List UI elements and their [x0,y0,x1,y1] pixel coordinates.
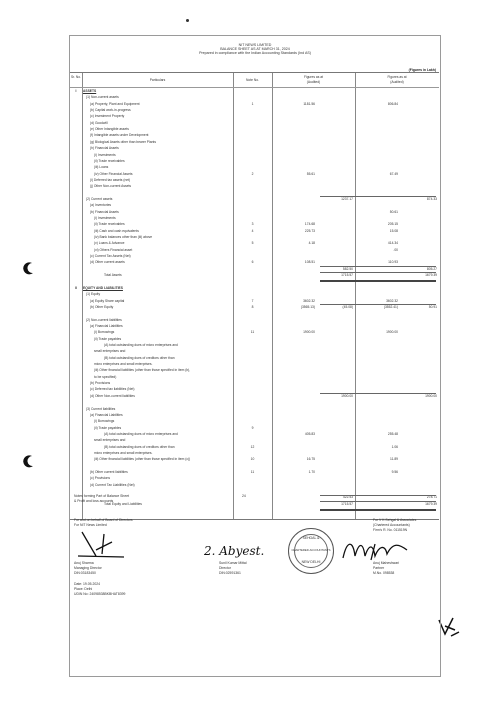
doc-header [70,43,440,56]
col-previous: Figures as at [387,75,407,79]
total-rule [320,495,436,496]
auditor-type: (Chartered Accountants) [373,523,410,527]
notes-number: 24 [242,494,246,498]
row-particulars: (ii) Trade payables [94,336,122,341]
row-particulars: EQUITY AND LIABILITIES [83,285,123,290]
row-current-inner: 1.70 [308,470,315,474]
row-note: 12 [250,444,255,449]
sheet-subtitle: Prepared in compliance with the Indian Accounting Standards (Ind AS) [199,51,311,56]
row-current-inner: 3602.32 [303,298,315,303]
stamp-bottom-text: NEW DELHI [301,560,321,564]
board-label: For and on behalf of Board of Directors [74,518,133,522]
row-particulars: (a) Property, Plant and Equipment [90,101,140,106]
row-particulars: (e) Other Intangible assets [90,127,129,132]
row-particulars: (d) Other Non-current liabilities [90,393,135,398]
row-current-inner: 405.83 [304,431,315,436]
auditor-firm: For V K Sehgal & Associates [373,518,417,522]
row-particulars: (i) Investments [94,216,116,220]
partner-name: Anuj Maheshwari [373,561,400,565]
balance-sheet-table [70,72,439,520]
row-current-inner: (3565.13) [300,304,315,309]
row-previous-value: 1900.00 [386,330,398,335]
row-note: 7 [251,298,254,303]
row-current-inner: 174.68 [304,222,315,227]
stamp-top-text: SEHGAL & [302,536,320,540]
sheet-title: BALANCE SHEET AS AT MARCH 31, 2024 [220,47,290,52]
row-previous-value: 806.84 [387,101,398,106]
row-note: 10 [250,457,255,462]
row-particulars: (i) Investments [94,152,116,157]
row-previous-inner: 255.48 [387,431,398,436]
row-previous-inner: 3602.32 [386,298,398,303]
row-particulars: (i) Borrowings [94,419,115,424]
col-current: Figures as at [303,75,324,79]
row-particulars: (iv) Other Financial Assets [94,171,133,176]
director1-role: Managing Director [74,566,102,570]
row-particulars: (B) total outstanding dues of creditors other than [104,355,175,360]
row-sr: I [75,89,77,93]
row-particulars: (2) Non-current liabilities [86,317,122,322]
total-rule [320,196,436,197]
row-particulars: (b) Other Equity [90,304,114,309]
row-previous-inner: 9.56 [391,470,398,474]
row-previous-inner: .00 [393,247,398,252]
col-sr: Sr. No. [70,75,82,79]
director2-name: Sunil Kumar Mittal [219,561,247,565]
policy-line: & Profit and loss accounts [74,499,114,503]
director2-role: Director [219,566,231,570]
row-particulars: (c) Deferred tax liabilities (Net) [90,387,135,392]
row-previous-value: 67.49 [389,171,398,176]
row-particulars: (3) Current liabilities [86,406,116,411]
row-particulars: (iii) Cash and cash equivalents [94,228,139,233]
row-particulars: (i) Deferred tax assets (net) [90,177,131,182]
row-particulars: (c) Current Tax Assets (Net) [90,254,131,259]
row-previous-total: 1679.39 [425,273,437,278]
row-particulars: (a) Financial Liabilities [90,412,123,417]
row-current-inner: 108.51 [304,260,315,265]
col-divider [355,73,356,519]
row-particulars: (j) Other Non-current Assets [90,184,132,189]
row-current-inner: 16.75 [306,457,315,462]
row-sr: II [75,285,77,290]
firm-reg-no: Firm's R. No. 011519N [373,528,408,532]
director1-din: DIN:03183450 [74,571,96,575]
row-current-total: 582.50 [342,266,353,271]
row-particulars: (c) Provisions [90,476,110,481]
row-previous-inner: 414.34 [387,241,398,246]
director2-din: DIN:02591361 [219,571,241,575]
row-previous-inner: 1.06 [391,444,398,449]
udin-number: UDIN No: 24098538BKBHAT8399 [74,592,126,596]
row-particulars: (ii) Trade receivables [94,222,125,227]
row-previous-total: 805.27 [426,266,437,271]
row-particulars: (d) Other current assets [90,260,125,265]
row-note: 9 [251,425,254,430]
col-current-sub: (Audited) [306,80,321,84]
row-particulars: (b) Capital work-in-progress [90,108,131,113]
row-note: 8 [251,304,254,309]
row-note: 11 [250,330,255,335]
row-particulars: (a) Inventories [90,203,112,208]
row-particulars: ASSETS [83,89,97,93]
total-rule [320,272,436,282]
row-particulars: (b) Financial Assets [90,209,119,214]
row-particulars: (c) Investment Property [90,114,125,119]
total-rule [320,304,436,305]
auditor-stamp [288,528,334,574]
col-previous-sub: (Audited) [390,80,404,84]
row-current-total: 1900.00 [341,393,353,398]
total-rule [320,393,436,394]
total-rule [320,501,436,511]
row-particulars: (a) Equity Share capital [90,298,125,303]
row-note: 11 [250,470,255,474]
scan-dot [186,19,189,22]
row-particulars: (i) Borrowings [94,330,115,335]
row-note: 3 [251,222,254,227]
row-particulars: small enterprises and [94,349,126,354]
director1-signature [74,530,134,562]
row-particulars: (b) Other current liabilities [90,470,128,474]
row-particulars: (ii) Trade payables [94,425,122,430]
row-particulars: micro enterprises and small enterprises. [94,362,153,367]
punch-hole-bottom [21,454,35,468]
row-particulars: (iv) Bank balances other than (iii) above [94,235,153,240]
row-previous-total: 874.33 [426,196,437,201]
notes-line: Notes forming Part of Balance Sheet [74,494,130,498]
row-particulars: small enterprises and [94,438,126,443]
row-particulars: (a) Financial Liabilities [90,323,123,328]
row-previous-inner: 11.89 [389,457,398,462]
row-current-inner: 4.18 [308,241,315,246]
row-previous-inner: 110.93 [388,260,398,265]
row-particulars: (vi) Others Financial asset [94,247,133,252]
row-particulars: (iii) Other financial liabilities (other than those specified in item (b), [94,368,191,373]
row-note: 5 [251,241,254,246]
row-particulars: (B) total outstanding dues of creditors other than [104,444,175,449]
col-particulars: Particulars [149,78,166,82]
row-particulars: to be specified) [94,374,117,379]
row-particulars: micro enterprises and small enterprises. [94,450,153,455]
partner-membership-no: M.No. 098538 [373,571,395,575]
punch-hole-top [21,261,35,275]
row-note: 6 [251,260,254,265]
row-note: 2 [251,171,254,176]
director1-name: Anuj Sharma [74,561,94,565]
row-particulars: Total Equity and Liabilities [104,501,142,506]
row-current-inner: 55.61 [306,171,315,176]
row-particulars: (h) Financial Assets [90,146,119,151]
col-divider [272,73,273,519]
row-particulars: (2) Current assets [86,196,113,201]
sign-place: Place: Delhi [74,587,93,591]
row-note: 1 [251,101,254,106]
row-current-inner: 1181.56 [303,101,315,106]
row-current-total: 1715.57 [341,501,353,506]
row-particulars: (1) Non-current assets [86,95,119,100]
row-particulars: (iii) Loans [94,165,109,170]
col-note: Note No. [245,78,259,82]
row-particulars: (d) Goodwill [90,120,108,125]
col-divider [233,73,234,519]
stamp-mid-text: CHARTERED ACCOUNTANTS [291,548,331,552]
row-particulars: (1) Equity [86,292,101,297]
row-previous-inner: 50.61 [389,209,398,214]
row-particulars: (v) Loans & Advance [94,241,125,246]
sign-date: Date: 19.05.2024 [74,582,101,586]
row-current-total: 422.53 [342,495,353,500]
row-previous-total: 1900.00 [425,393,437,398]
row-previous-inner: 205.15 [387,222,398,227]
row-particulars: (A) total outstanding dues of micro enterprises and [104,343,178,347]
row-particulars: (f) Intangible assets under Development [90,133,149,138]
row-current-total: 1715.57 [341,273,353,278]
total-rule [320,266,436,267]
partner-role: Partner [373,566,385,570]
row-particulars: (ii) Trade receivables [94,158,125,163]
col-divider [82,73,83,519]
company-name: NIT NEWS LIMITED [238,43,272,47]
row-previous-total: 1679.39 [425,501,437,506]
company-label: For NIT News Limited [74,523,107,527]
row-previous-total: 278.71 [426,495,437,500]
row-particulars: (d) Current Tax Liabilities (Net) [90,482,135,487]
row-previous-inner: 15.08 [389,228,398,233]
header-divider [70,87,439,88]
row-previous-inner: (3552.41) [383,304,398,309]
row-particulars: (iii) Other financial liabilities (other than those specified in item (c)) [94,457,191,462]
row-current-inner: 225.73 [304,228,315,233]
units-label: (Figures in Lakh) [408,68,436,72]
director2-signature: 2. Abyest. [204,544,265,558]
row-note: 4 [251,228,254,233]
row-particulars: (A) total outstanding dues of micro enterprises and [104,431,178,436]
row-current-total: (45.08) [342,304,353,309]
row-previous-total: 50.91 [428,304,437,309]
row-particulars: (b) Provisions [90,381,111,386]
row-particulars: Total Assets [104,273,122,278]
row-particulars: (g) Biological Assets other than bearer Plants [90,139,156,144]
balance-sheet-page [69,35,441,677]
row-current-inner: 1900.00 [303,330,315,335]
row-current-total: 1237.17 [341,196,353,201]
